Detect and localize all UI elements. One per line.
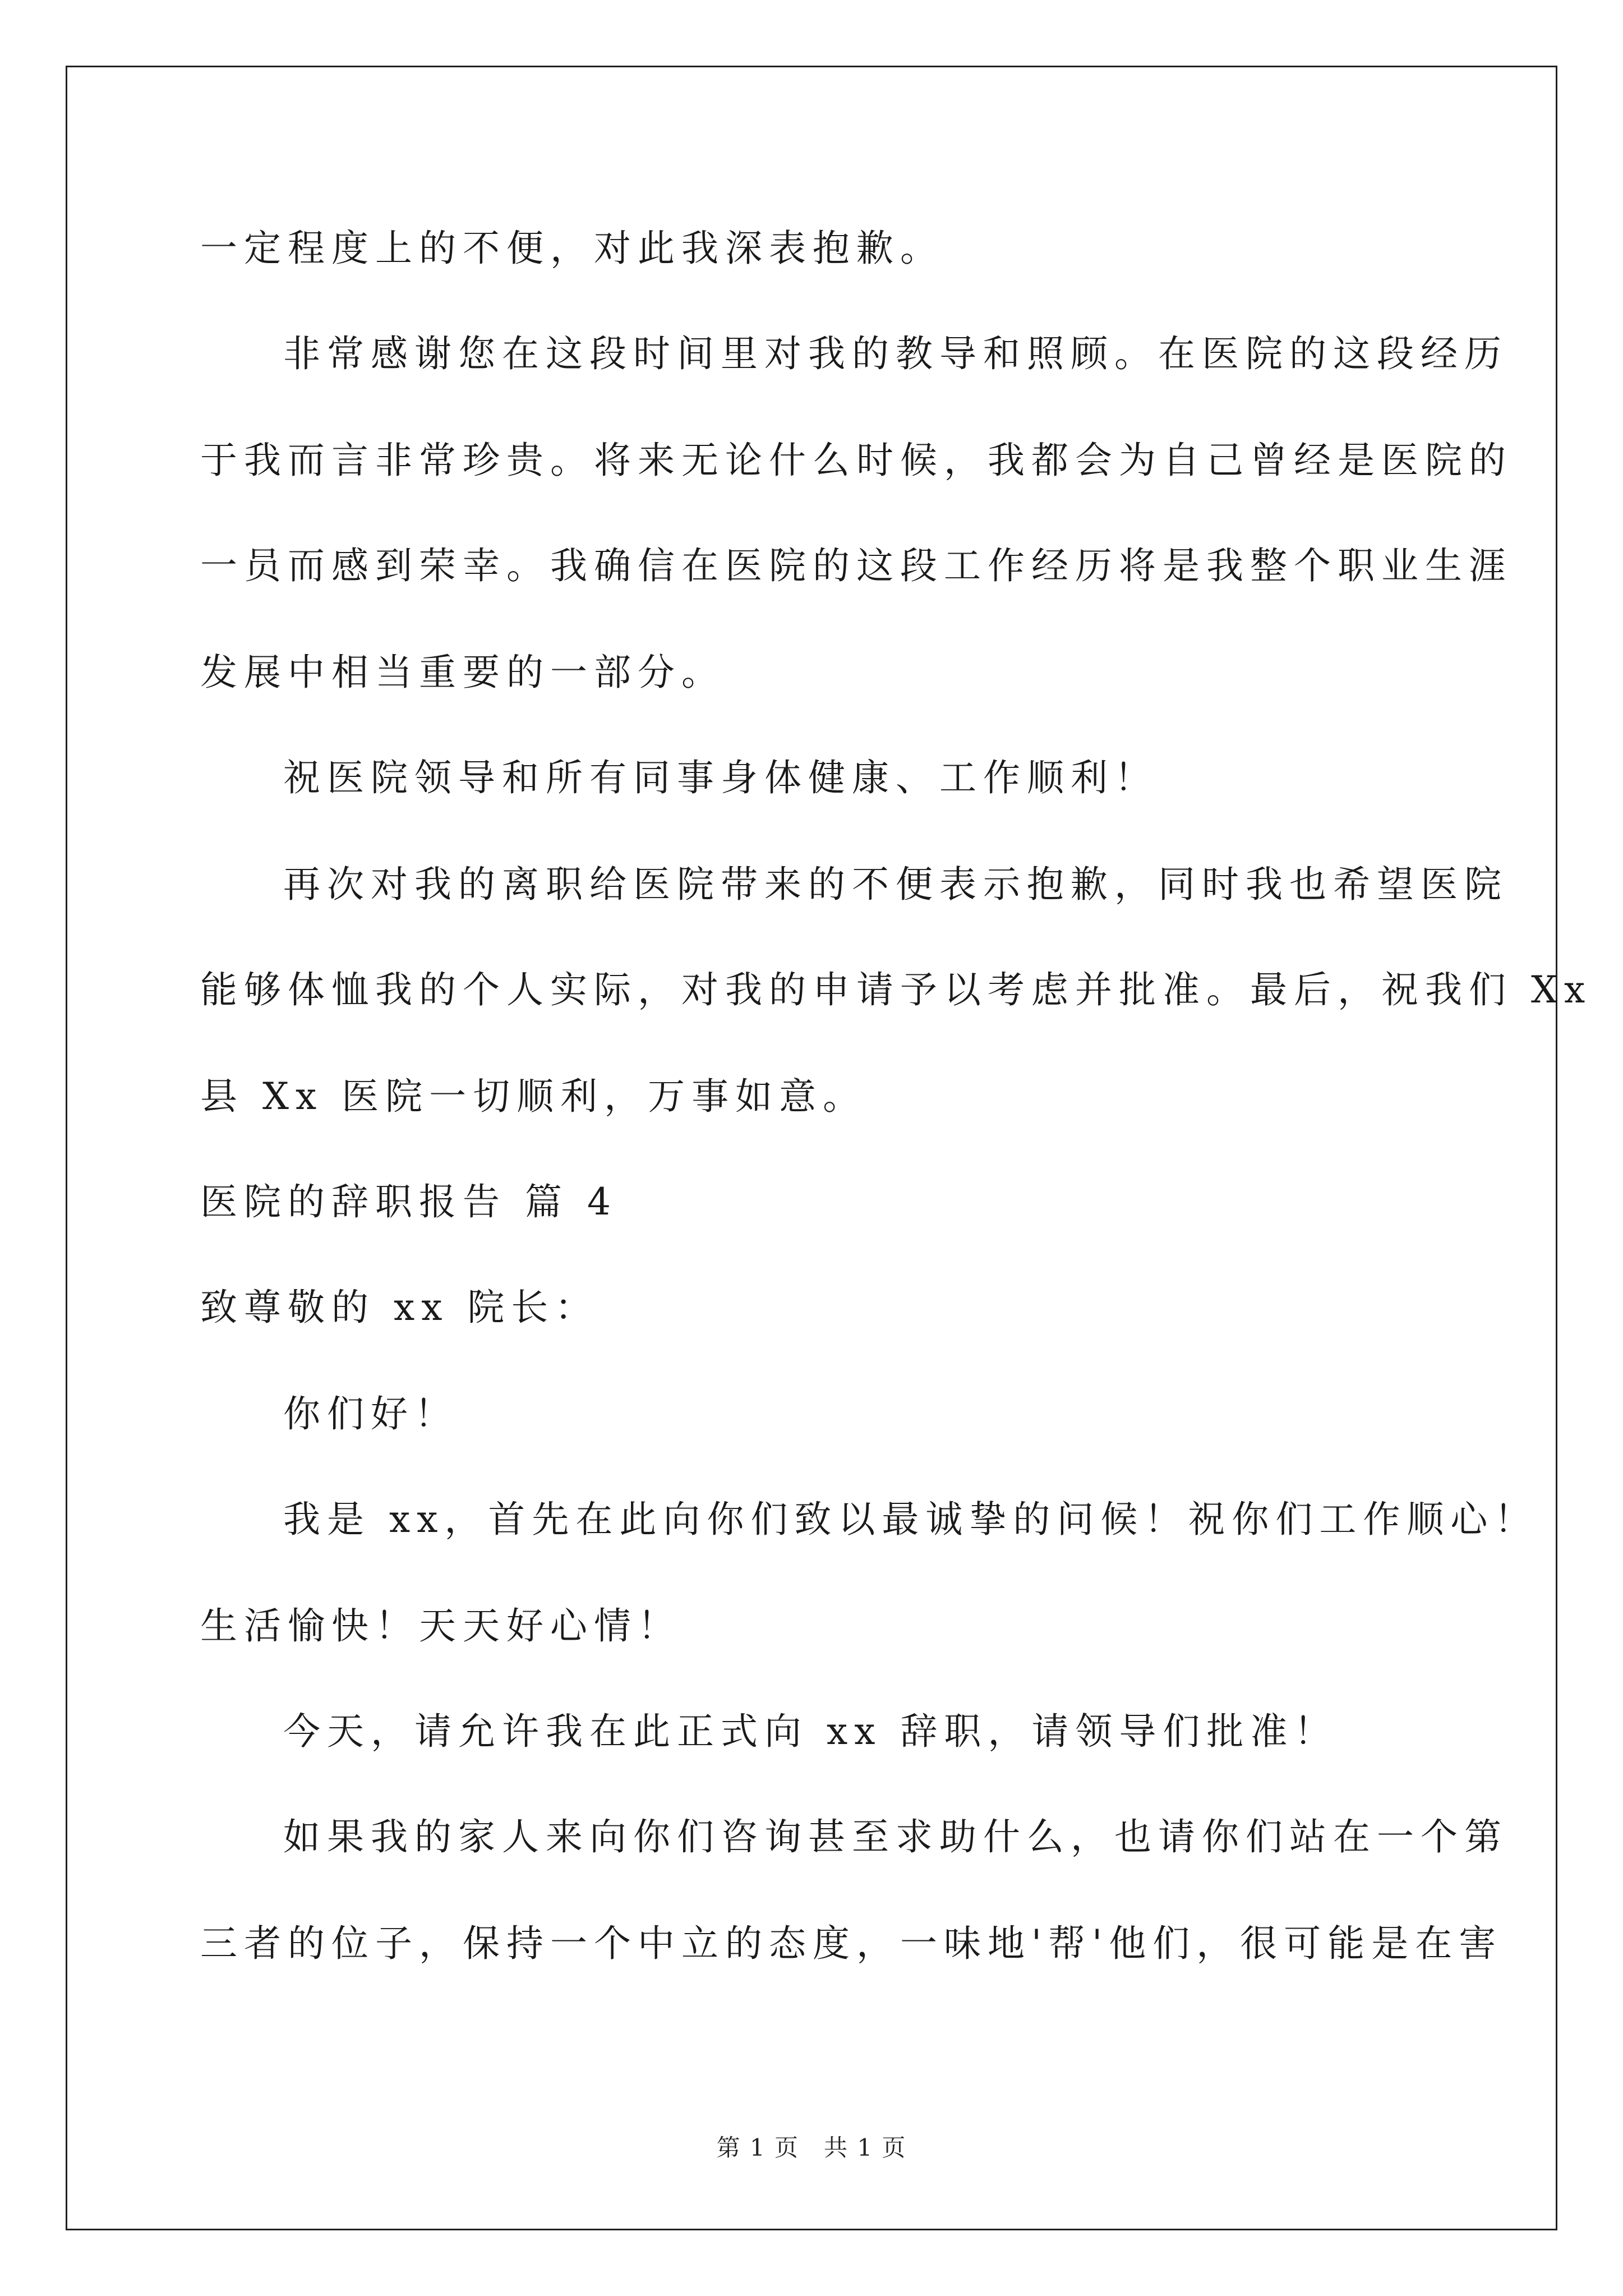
body-line: 三者的位子，保持一个中立的态度，一味地'帮'他们，很可能是在害 [200, 1922, 1503, 1965]
body-line: 能够体恤我的个人实际，对我的申请予以考虑并批准。最后，祝我们 Xx [200, 968, 1592, 1011]
body-line: 发展中相当重要的一部分。 [200, 651, 725, 694]
page-number-total: 共 1 页 [824, 2134, 907, 2161]
body-line: 于我而言非常珍贵。将来无论什么时候，我都会为自己曾经是医院的 [200, 439, 1513, 482]
paragraph-start: 如果我的家人来向你们咨询甚至求助什么，也请你们站在一个第 [283, 1815, 1508, 1858]
greeting: 你们好！ [283, 1392, 458, 1435]
body-line: 县 Xx 医院一切顺利，万事如意。 [200, 1075, 867, 1118]
paragraph-start: 今天，请允许我在此正式向 xx 辞职，请领导们批准！ [283, 1710, 1338, 1753]
paragraph-start: 非常感谢您在这段时间里对我的教导和照顾。在医院的这段经历 [283, 332, 1508, 375]
paragraph-start: 我是 xx，首先在此向你们致以最诚挚的问候！祝你们工作顺心！ [283, 1498, 1538, 1541]
page-border [66, 66, 1557, 2230]
paragraph-start: 祝医院领导和所有同事身体健康、工作顺利！ [283, 756, 1158, 799]
salutation: 致尊敬的 xx 院长： [200, 1286, 599, 1329]
section-heading: 医院的辞职报告 篇 4 [200, 1180, 617, 1223]
body-line: 一定程度上的不便，对此我深表抱歉。 [200, 227, 944, 270]
paragraph-start: 再次对我的离职给医院带来的不便表示抱歉，同时我也希望医院 [283, 863, 1508, 906]
body-line: 一员而感到荣幸。我确信在医院的这段工作经历将是我整个职业生涯 [200, 544, 1513, 587]
page-footer [0, 2136, 1623, 2160]
page-number-current: 第 1 页 [716, 2134, 799, 2161]
body-line: 生活愉快！天天好心情！ [200, 1604, 681, 1648]
